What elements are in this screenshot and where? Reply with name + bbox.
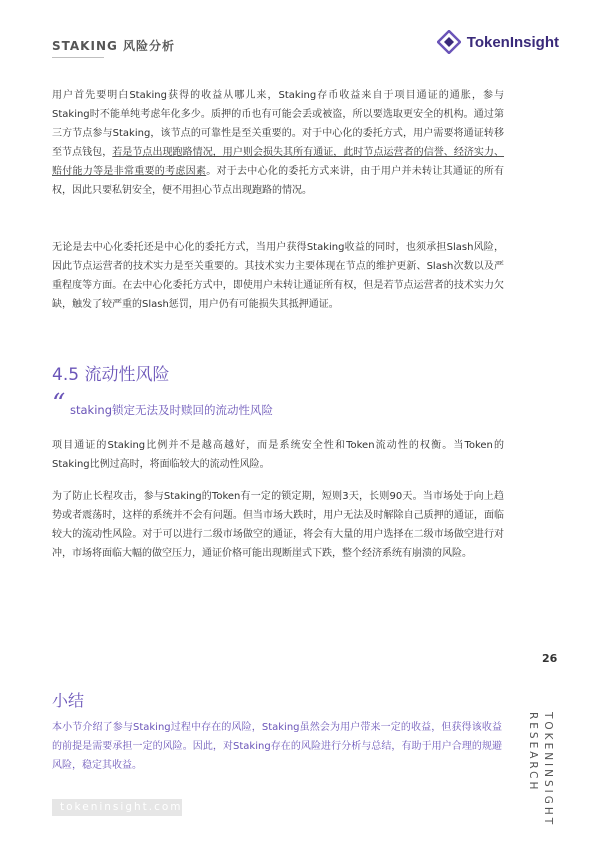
paragraph-slash-risk: 无论是去中心化委托还是中心化的委托方式，当用户获得Staking收益的同时，也须承担Slash风险，因此节点运营者的技术实力是至关重要的。其技术实力主要体现在节点的维护更新、Slash次数以及严重程度等方面。在去中心化委托方式中，即使用户未转让通证所有权，但是若节点运营者的技术实力欠缺，触发了较严重的Slash惩罚，用户仍有可能损失其抵押通证。 xyxy=(52,242,504,310)
header-divider xyxy=(52,57,104,58)
side-brand-line2: RESEARCH xyxy=(527,712,539,793)
side-brand-line1: TOKENINSIGHT xyxy=(542,712,554,828)
logo-text: TokenInsight xyxy=(466,33,559,51)
paragraph-staking-ratio: 项目通证的Staking比例并不是越高越好，而是系统安全性和Token流动性的权衡。当Token的Staking比例过高时，将面临较大的流动性风险。 xyxy=(52,440,504,470)
header-title: STAKING 风险分析 xyxy=(52,39,176,53)
paragraph-custody-risk xyxy=(52,86,504,200)
page-number: 26 xyxy=(542,652,558,665)
summary-title: 小结 xyxy=(52,691,85,710)
paragraph-custody-risk-part3: 。对于去中心化的委托方式来讲，由于用户并未转让其通证的所有权，因此只要私钥安全，便不用担心节点出现跑路的情况。 xyxy=(52,166,505,196)
paragraph-lockup-period: 为了防止长程攻击，参与Staking的Token有一定的锁定期，短则3天，长则90天。当市场处于向上趋势或者震荡时，这样的系统并不会有问题。但当市场大跌时，用户无法及时解除自己质押的通证，面临较大的流动性风险。对于可以进行二级市场做空的通证，将会有大量的用户选择在二级市场做空进行对冲，市场将面临大幅的做空压力，通证价格可能出现断崖式下跌，整个经济系统有崩溃的风险。 xyxy=(52,491,504,559)
section-heading: 4.5 流动性风险 xyxy=(52,365,170,385)
subheading: staking锁定无法及时赎回的流动性风险 xyxy=(70,403,273,417)
paragraph-custody-risk-part1: 用户首先要明白Staking获得的收益从哪儿来，Staking存币收益来自于项目通证的通胀，参与Staking时不能单纯考虑年化多少。质押的币也有可能会丢或被盗，所以要选取更安全的机构。通过第三方节点参与Staking，该节点的可靠性是至关重要的。对于中心化的委托方式，用户需要将通证转移至节点钱包， xyxy=(52,90,504,158)
side-brand-text xyxy=(525,712,555,827)
underlined-text: 若是节点出现跑路情况，用户则会损失其所有通证，此时节点运营者的信誉、经济实力、赔付能力等是非常重要的考虑因素 xyxy=(52,147,505,177)
tokeninsight-logo-icon xyxy=(437,30,461,54)
summary-text: 本小节介绍了参与Staking过程中存在的风险，Staking虽然会为用户带来一定的收益，但获得该收益的前提是需要承担一定的风险。因此，对Staking存在的风险进行分析与总结，有助于用户合理的规避风险，稳定其收益。 xyxy=(52,722,502,771)
quote-mark-icon: “ xyxy=(52,389,66,419)
footer-url: tokeninsight.com xyxy=(52,799,182,816)
tokeninsight-logo xyxy=(437,30,559,54)
